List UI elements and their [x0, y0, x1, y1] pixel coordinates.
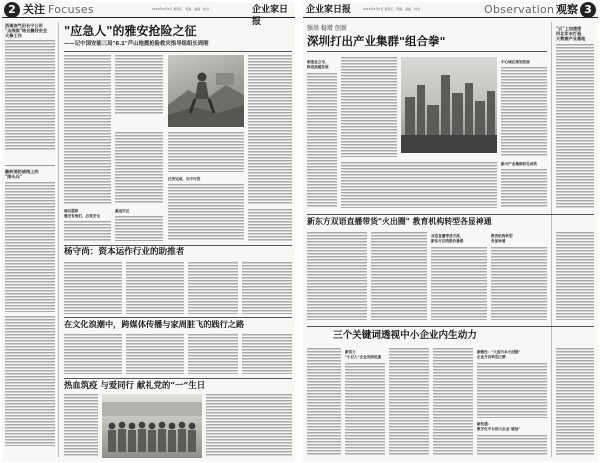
- right-lead-text-col-4: [501, 67, 547, 157]
- left-masthead-logo: 企业家日报: [252, 5, 289, 27]
- right-story-2-text-col-3: [431, 247, 487, 320]
- page-gutter: [295, 0, 303, 463]
- sidebar-column-rule: [58, 22, 59, 457]
- story-3-rule: [64, 317, 292, 318]
- lead-text-col-4: [248, 55, 292, 205]
- right-story-2-text-col-1: [307, 232, 367, 320]
- right-sidebar-headline-line-3: 大数据产业高地: [556, 36, 586, 42]
- right-lead-text-wide: [341, 162, 497, 208]
- story-4-rule: [64, 378, 292, 379]
- story-2-rule: [64, 245, 292, 246]
- story-3-headline: 在文化浪潮中，跨媒体传播与家周脏飞的践行之路: [64, 319, 245, 329]
- lead-text-col-1: [64, 55, 111, 205]
- story-2-text-col-2: [126, 262, 184, 314]
- right-page-header: [303, 2, 598, 18]
- right-sidebar-column-rule: [551, 22, 552, 457]
- right-story-3-sidehead-2: "小巨人"企业发展迅速: [345, 355, 382, 359]
- left-section-title-en: Focuses: [48, 3, 95, 16]
- sidebar-divider: [5, 165, 55, 166]
- right-story-3-rule: [307, 326, 594, 327]
- story-4-text-col-1: [64, 394, 98, 456]
- right-lead-text-col-2: [341, 57, 397, 157]
- right-story-3-sidehead-3: 新路径："大而为本小而强": [477, 350, 521, 354]
- group-photo-illustration: [102, 394, 202, 458]
- sidebar-headline-1-line-1: 西南油气田长宁公司: [5, 23, 43, 28]
- right-story-2-sidehead-4: 各显神通: [491, 239, 506, 243]
- right-story-3-text-col-1: [307, 348, 341, 456]
- right-story-2-rule: [307, 214, 594, 215]
- sidebar-text-block-1: [5, 40, 55, 150]
- right-story-2-headline: 新东方双语直播带货"火出圈" 教育机构转型各显神通: [307, 217, 492, 226]
- lead-text-col-4b: [248, 209, 292, 241]
- right-sidebar-text-1: [556, 44, 594, 209]
- right-lead-headline: 深圳打出产业集群"组合拳": [307, 34, 446, 48]
- right-masthead-logo: 企业家日报: [306, 5, 352, 15]
- left-section-title-cn: 关注: [23, 3, 45, 16]
- right-issue-meta: 2015年6月5日 星期五 · 责编 · 美编 · 校对: [363, 7, 420, 11]
- story-4-headline: 热血筑疫 与爱同行 献礼党的“一”生日: [64, 380, 206, 390]
- sidebar-headline-1-line-3: 大修工作: [5, 33, 22, 39]
- right-lead-rule: [307, 51, 547, 52]
- right-story-2-text-col-5: [556, 232, 594, 320]
- story-4-group-photo: [102, 394, 202, 458]
- story-2-text-col-4: [242, 262, 292, 314]
- right-lead-minihead-2: 推进高端发展: [307, 65, 329, 69]
- sidebar-headline-2-line-1: 截岭消防战线上的: [5, 169, 39, 174]
- right-lead-text-col-1: [307, 73, 337, 208]
- right-lead-city-photo: [401, 57, 497, 153]
- right-story-3-text-col-6: [477, 435, 547, 456]
- city-skyline-illustration: [401, 57, 497, 153]
- right-story-3-sidehead-5: 新机遇：: [477, 422, 492, 426]
- sidebar-headline-2: [5, 169, 39, 179]
- right-story-3-text-col-3: [389, 348, 429, 456]
- lead-story-headline: "应急人"的雅安抢险之征: [64, 24, 197, 38]
- story-2-text-col-1: [64, 262, 122, 314]
- lead-minihead-4: 任务完成，功不可没: [168, 177, 201, 181]
- left-page: [2, 2, 295, 461]
- story-3-text-col-2: [126, 334, 184, 374]
- right-lead-minihead-4: 新兴产业集群初见成效: [501, 162, 537, 166]
- sidebar-headline-1-line-2: "点线面"结合搞好安全: [5, 28, 48, 34]
- story-3-text-col-3: [188, 334, 238, 374]
- right-story-2-sidehead-3: 教育机构转型: [491, 234, 513, 238]
- right-section-title-en: Observation: [484, 3, 555, 16]
- lead-text-col-3a: [168, 132, 244, 172]
- right-story-3-text-col-7: [556, 348, 594, 456]
- story-4-text-col-2: [206, 394, 292, 456]
- right-section-title-cn: 观察: [556, 3, 578, 16]
- right-story-3-text-col-4: [433, 348, 473, 456]
- sidebar-text-block-2: [5, 182, 55, 312]
- sidebar-headline-2-line-2: "排头兵": [5, 174, 22, 180]
- lead-text-col-2a: [115, 55, 163, 115]
- lead-text-col-2b: [115, 132, 163, 204]
- right-story-2-sidehead-2: 新东方在线股价暴涨: [431, 239, 464, 243]
- right-page: [303, 2, 598, 461]
- right-story-2-text-col-2: [371, 232, 427, 320]
- right-story-2-text-col-4: [491, 247, 547, 320]
- right-lead-minihead-3: 中心城区规划发展: [501, 60, 530, 64]
- right-lead-text-col-4b: [501, 169, 547, 208]
- left-issue-meta: 2015年6月5日 星期五 · 责编 · 美编 · 校对: [152, 7, 209, 11]
- sidebar-text-block-3: [5, 316, 55, 446]
- sidebar-headline-1: [5, 23, 47, 38]
- right-lead-kicker: 强基 稳增 创新: [307, 25, 347, 32]
- right-story-2-sidehead-1: 双语直播带货引流，: [431, 234, 464, 238]
- left-page-number: 2: [4, 2, 20, 18]
- rescue-scene-illustration: [168, 55, 244, 127]
- lead-minihead-2: 雅安有他们，必竟安全: [64, 214, 100, 218]
- right-sidebar-headline-line-2: 河北年末打造: [556, 31, 582, 37]
- story-2-headline: 杨守尚：资本运作行业的助推者: [64, 247, 185, 257]
- lead-story-rule: [64, 51, 292, 52]
- lead-text-col-2c: [115, 216, 163, 241]
- right-lead-minihead-1: 制造业立市，: [307, 60, 329, 64]
- right-story-3-text-col-5: [477, 363, 547, 418]
- lead-story-photo: [168, 55, 244, 127]
- right-sidebar-headline: [556, 26, 585, 41]
- right-sidebar-headline-line-1: "云"上加速度: [556, 26, 582, 31]
- lead-minihead-3: 重返灾区: [115, 209, 130, 213]
- lead-text-col-1b: [64, 221, 111, 241]
- right-story-3-sidehead-6: 数字化平台助力企业"破局": [477, 427, 521, 431]
- right-story-3-sidehead-1: 新活力: [345, 350, 356, 354]
- lead-text-col-3b: [168, 184, 244, 241]
- story-2-text-col-3: [188, 262, 238, 314]
- right-page-number: 3: [580, 2, 596, 18]
- story-3-text-col-4: [242, 334, 292, 374]
- right-story-3-sidehead-4: 企业开启转型之路: [477, 355, 506, 359]
- lead-minihead-1: 调兵遣将: [64, 209, 79, 213]
- lead-story-subhead: ——记中国安能三局"6.1"芦山地震抢险救灾指导组组长周刚: [64, 41, 209, 47]
- story-3-text-col-1: [64, 334, 122, 374]
- right-story-3-headline: 三个关键词透视中小企业内生动力: [333, 330, 477, 341]
- right-story-3-text-col-2: [345, 363, 385, 456]
